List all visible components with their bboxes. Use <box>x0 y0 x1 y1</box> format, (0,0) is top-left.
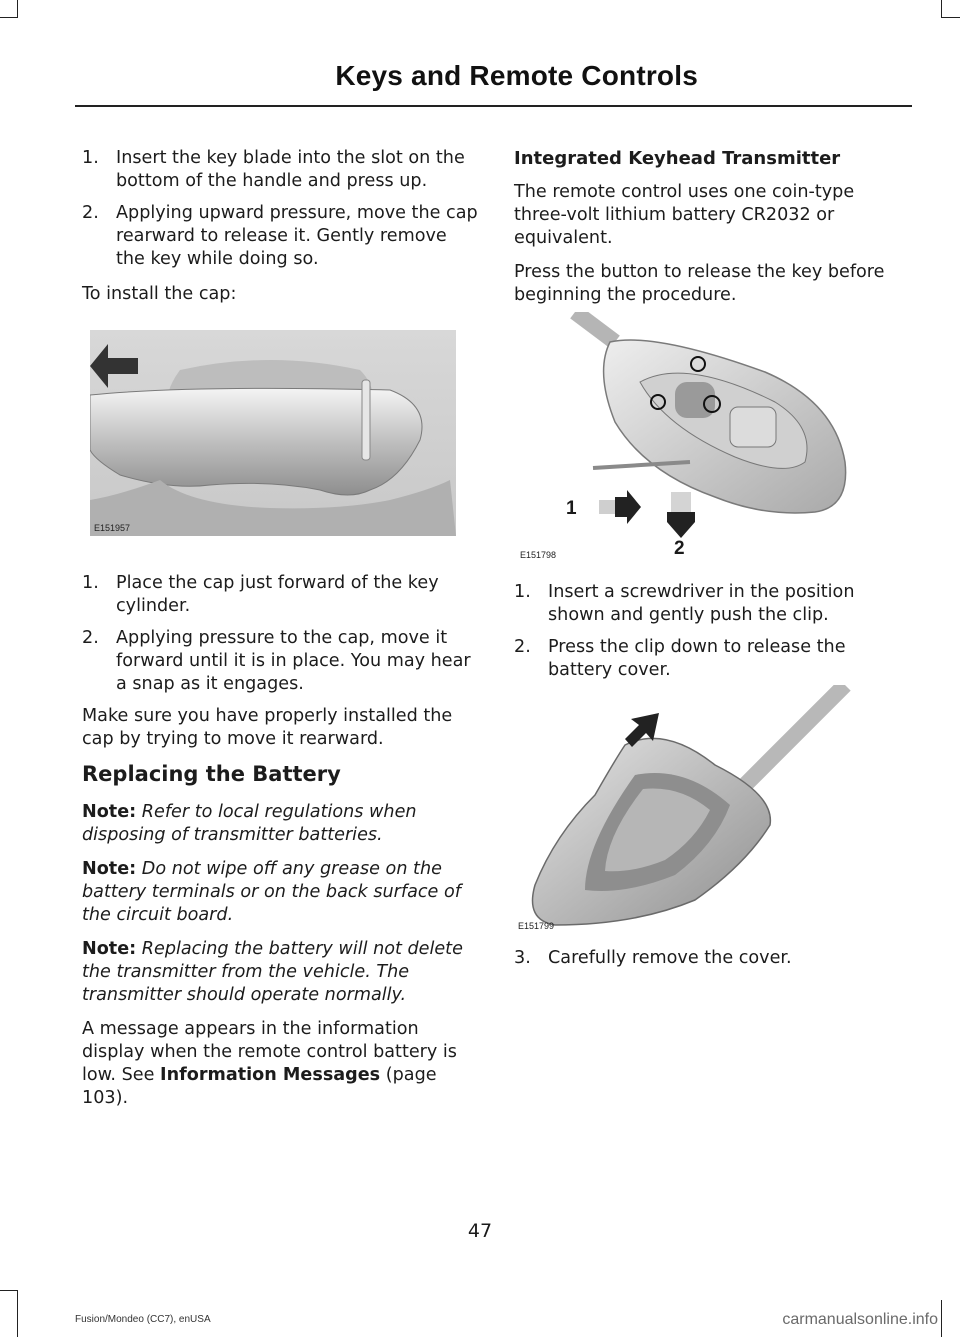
left-column-top <box>82 147 478 317</box>
note <box>82 801 478 847</box>
key-fob-illustration <box>515 312 857 564</box>
list-item <box>514 947 910 970</box>
list-item <box>514 636 910 682</box>
figure-code: E151957 <box>94 523 131 533</box>
step-text: Applying pressure to the cap, move it forward until it is in place. You may hear a snap as it engages. <box>116 628 471 694</box>
list-item <box>514 581 910 627</box>
step-number: 2. <box>514 637 531 657</box>
step-number: 1. <box>82 148 99 168</box>
list-item <box>82 147 478 193</box>
crop-mark <box>0 1290 18 1291</box>
note-text: Replacing the battery will not delete the transmitter from the vehicle. The transmitter should operate normally. <box>82 939 463 1005</box>
step-number: 2. <box>82 628 99 648</box>
step-text: Press the clip down to release the battery cover. <box>548 637 846 680</box>
battery-text: The remote control uses one coin-type three-volt lithium battery CR2032 or equivalent. <box>514 182 855 248</box>
note-label: Note: <box>82 859 137 879</box>
message-text <box>82 1018 478 1110</box>
step-text: Applying upward pressure, move the cap rearward to release it. Gently remove the key while doing so. <box>116 203 478 269</box>
note-text: Do not wipe off any grease on the battery terminals or on the back surface of the circuit board. <box>82 859 461 925</box>
crop-mark <box>941 1300 942 1337</box>
step-text: Insert the key blade into the slot on the bottom of the handle and press up. <box>116 148 465 191</box>
press-text: Press the button to release the key before beginning the procedure. <box>514 262 885 305</box>
watermark: carmanualsonline.info <box>782 1311 938 1328</box>
check-text: Make sure you have properly installed the cap by trying to move it rearward. <box>82 706 453 749</box>
crop-mark <box>17 1290 18 1337</box>
message-pre: A message appears in the information display when the remote control battery is low. See <box>82 1019 457 1085</box>
step-text: Place the cap just forward of the key cylinder. <box>116 573 439 616</box>
message-post: (page 103). <box>82 1065 437 1108</box>
list-item <box>82 627 478 696</box>
section-title: Replacing the Battery <box>82 762 341 786</box>
info-messages-link[interactable]: Information Messages <box>160 1065 381 1085</box>
install-intro: To install the cap: <box>82 284 237 304</box>
step-text: Insert a screwdriver in the position shown and gently push the clip. <box>548 582 855 625</box>
step-number: 3. <box>514 948 531 968</box>
step-text: Carefully remove the cover. <box>548 948 792 968</box>
callout-1: 1 <box>566 498 577 519</box>
crop-mark <box>0 17 18 18</box>
note-label: Note: <box>82 939 137 959</box>
right-column-middle <box>514 581 910 691</box>
note <box>82 858 478 927</box>
door-handle-illustration <box>90 330 456 536</box>
note-label: Note: <box>82 802 137 822</box>
battery-cover-illustration <box>515 685 857 935</box>
page-number: 47 <box>467 1220 493 1242</box>
list-item <box>82 572 478 618</box>
callout-2: 2 <box>674 538 685 559</box>
door-handle-drawing <box>90 330 456 536</box>
key-fob-drawing <box>515 312 857 564</box>
right-column-top <box>514 147 910 318</box>
figure-code: E151799 <box>518 921 555 931</box>
left-column-bottom <box>82 572 478 1121</box>
battery-cover-drawing <box>515 685 857 935</box>
crop-mark <box>941 0 942 18</box>
list-item <box>82 202 478 271</box>
step-number: 1. <box>514 582 531 602</box>
step-number: 2. <box>82 203 99 223</box>
right-column-bottom <box>514 947 910 979</box>
note <box>82 938 478 1007</box>
crop-mark <box>17 0 18 18</box>
crop-mark <box>942 17 960 18</box>
subsection-title: Integrated Keyhead Transmitter <box>514 148 841 169</box>
step-number: 1. <box>82 573 99 593</box>
footer-text: Fusion/Mondeo (CC7), enUSA <box>75 1314 211 1325</box>
figure-code: E151798 <box>520 550 557 560</box>
page-title: Keys and Remote Controls <box>335 60 698 91</box>
header-rule <box>75 105 912 107</box>
note-text: Refer to local regulations when disposing of transmitter batteries. <box>82 802 417 845</box>
